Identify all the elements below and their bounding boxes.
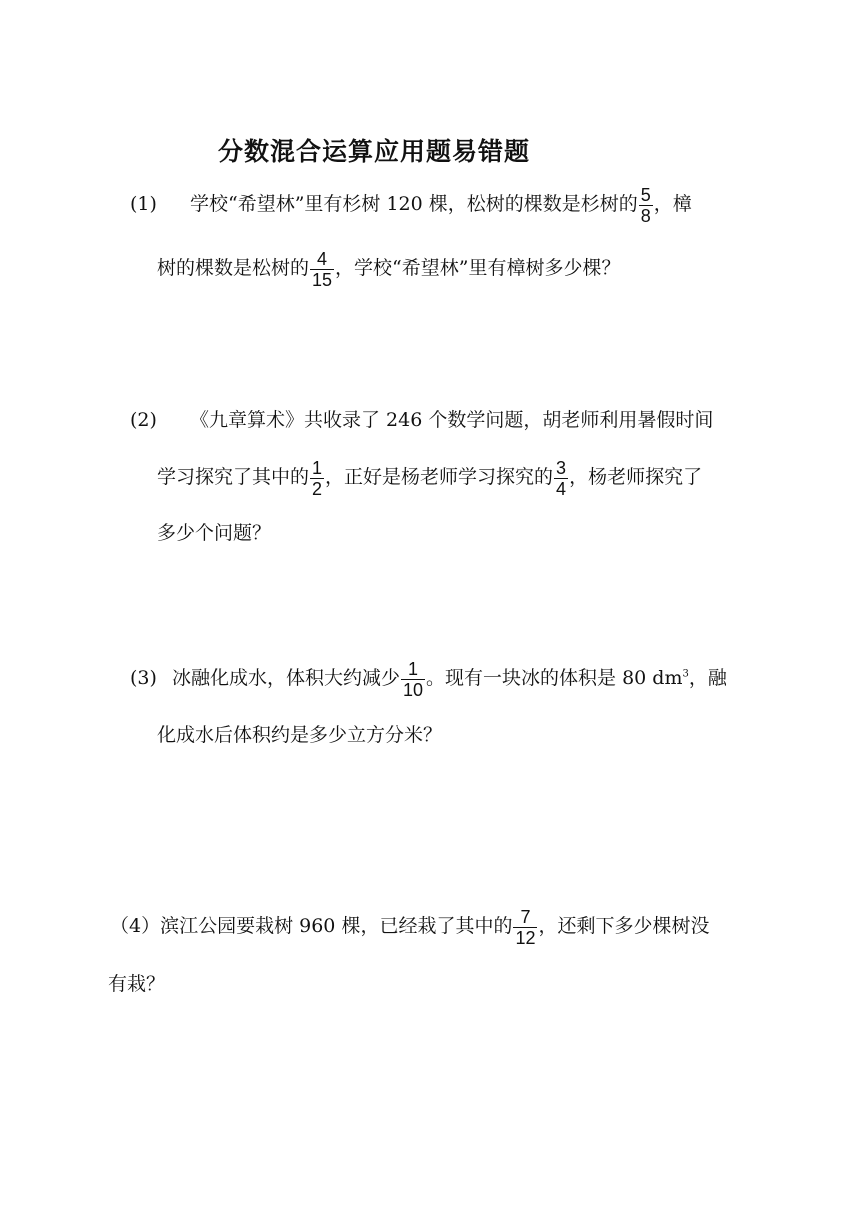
problem-3-text-1c: ，融 [688, 667, 727, 689]
problem-1-text-1a: 学校“希望林”里有杉树 120 棵，松树的棵数是杉树的 [190, 193, 638, 215]
problem-2-text-2c: ，杨老师探究了 [569, 466, 703, 488]
fraction-denominator: 2 [312, 478, 323, 499]
problem-3-line-1 [130, 654, 727, 702]
fraction-5-8 [639, 185, 653, 226]
problem-2-line-3 [157, 509, 271, 557]
problem-4-line-1 [110, 902, 710, 950]
fraction-numerator: 1 [312, 457, 323, 478]
problem-1-line-2 [157, 244, 620, 292]
problem-2-text-1: 《九章算术》共收录了 246 个数学问题，胡老师利用暑假时间 [190, 409, 714, 431]
problem-3-label: (3) [130, 667, 157, 689]
problem-1-text-2a: 树的棵数是松树的 [157, 257, 310, 279]
fraction-denominator: 8 [640, 205, 651, 226]
problem-2-label: (2) [130, 409, 157, 431]
cubic-superscript: 3 [682, 668, 689, 680]
fraction-numerator: 1 [401, 659, 425, 680]
problem-3-text-1b: 。现有一块冰的体积是 80 dm [426, 667, 683, 689]
fraction-7-12 [513, 907, 537, 948]
problem-4-text-2: 有栽？ [108, 973, 166, 995]
problem-3-text-2: 化成水后体积约是多少立方分米？ [157, 724, 443, 746]
fraction-numerator: 3 [556, 457, 567, 478]
fraction-numerator: 5 [640, 184, 651, 205]
problem-3-line-2 [157, 711, 442, 759]
problem-4-line-2 [108, 960, 165, 1008]
problem-2-text-3: 多少个问题？ [157, 522, 272, 544]
problem-2-text-2b: ，正好是杨老师学习探究的 [325, 466, 554, 488]
problem-1-text-1b: ，樟 [653, 193, 692, 215]
problem-4-text-1b: ，还剩下多少棵树没 [538, 915, 710, 937]
fraction-4-15 [310, 249, 334, 290]
fraction-1-10 [401, 659, 425, 700]
problem-1-text-2b: ，学校“希望林”里有樟树多少棵？ [335, 257, 621, 279]
problem-2-text-2a: 学习探究了其中的 [157, 466, 310, 488]
fraction-denominator: 4 [556, 478, 567, 499]
problem-3-text-1a: 冰融化成水，体积大约减少 [172, 667, 401, 689]
problem-4-label: （4） [110, 915, 161, 937]
fraction-denominator: 15 [312, 269, 333, 290]
fraction-denominator: 12 [515, 927, 536, 948]
problem-2-line-1 [130, 396, 713, 444]
fraction-numerator: 7 [513, 907, 537, 928]
fraction-1-2 [310, 458, 324, 499]
fraction-3-4 [554, 458, 568, 499]
fraction-denominator: 10 [403, 679, 424, 700]
problem-1-line-1 [130, 180, 692, 228]
problem-2-line-2 [157, 453, 702, 501]
fraction-numerator: 4 [310, 249, 334, 270]
problem-1-label: (1) [130, 193, 157, 215]
problem-4-text-1a: 滨江公园要栽树 960 棵，已经栽了其中的 [160, 915, 513, 937]
page-title: 分数混合运算应用题易错题 [218, 137, 531, 166]
